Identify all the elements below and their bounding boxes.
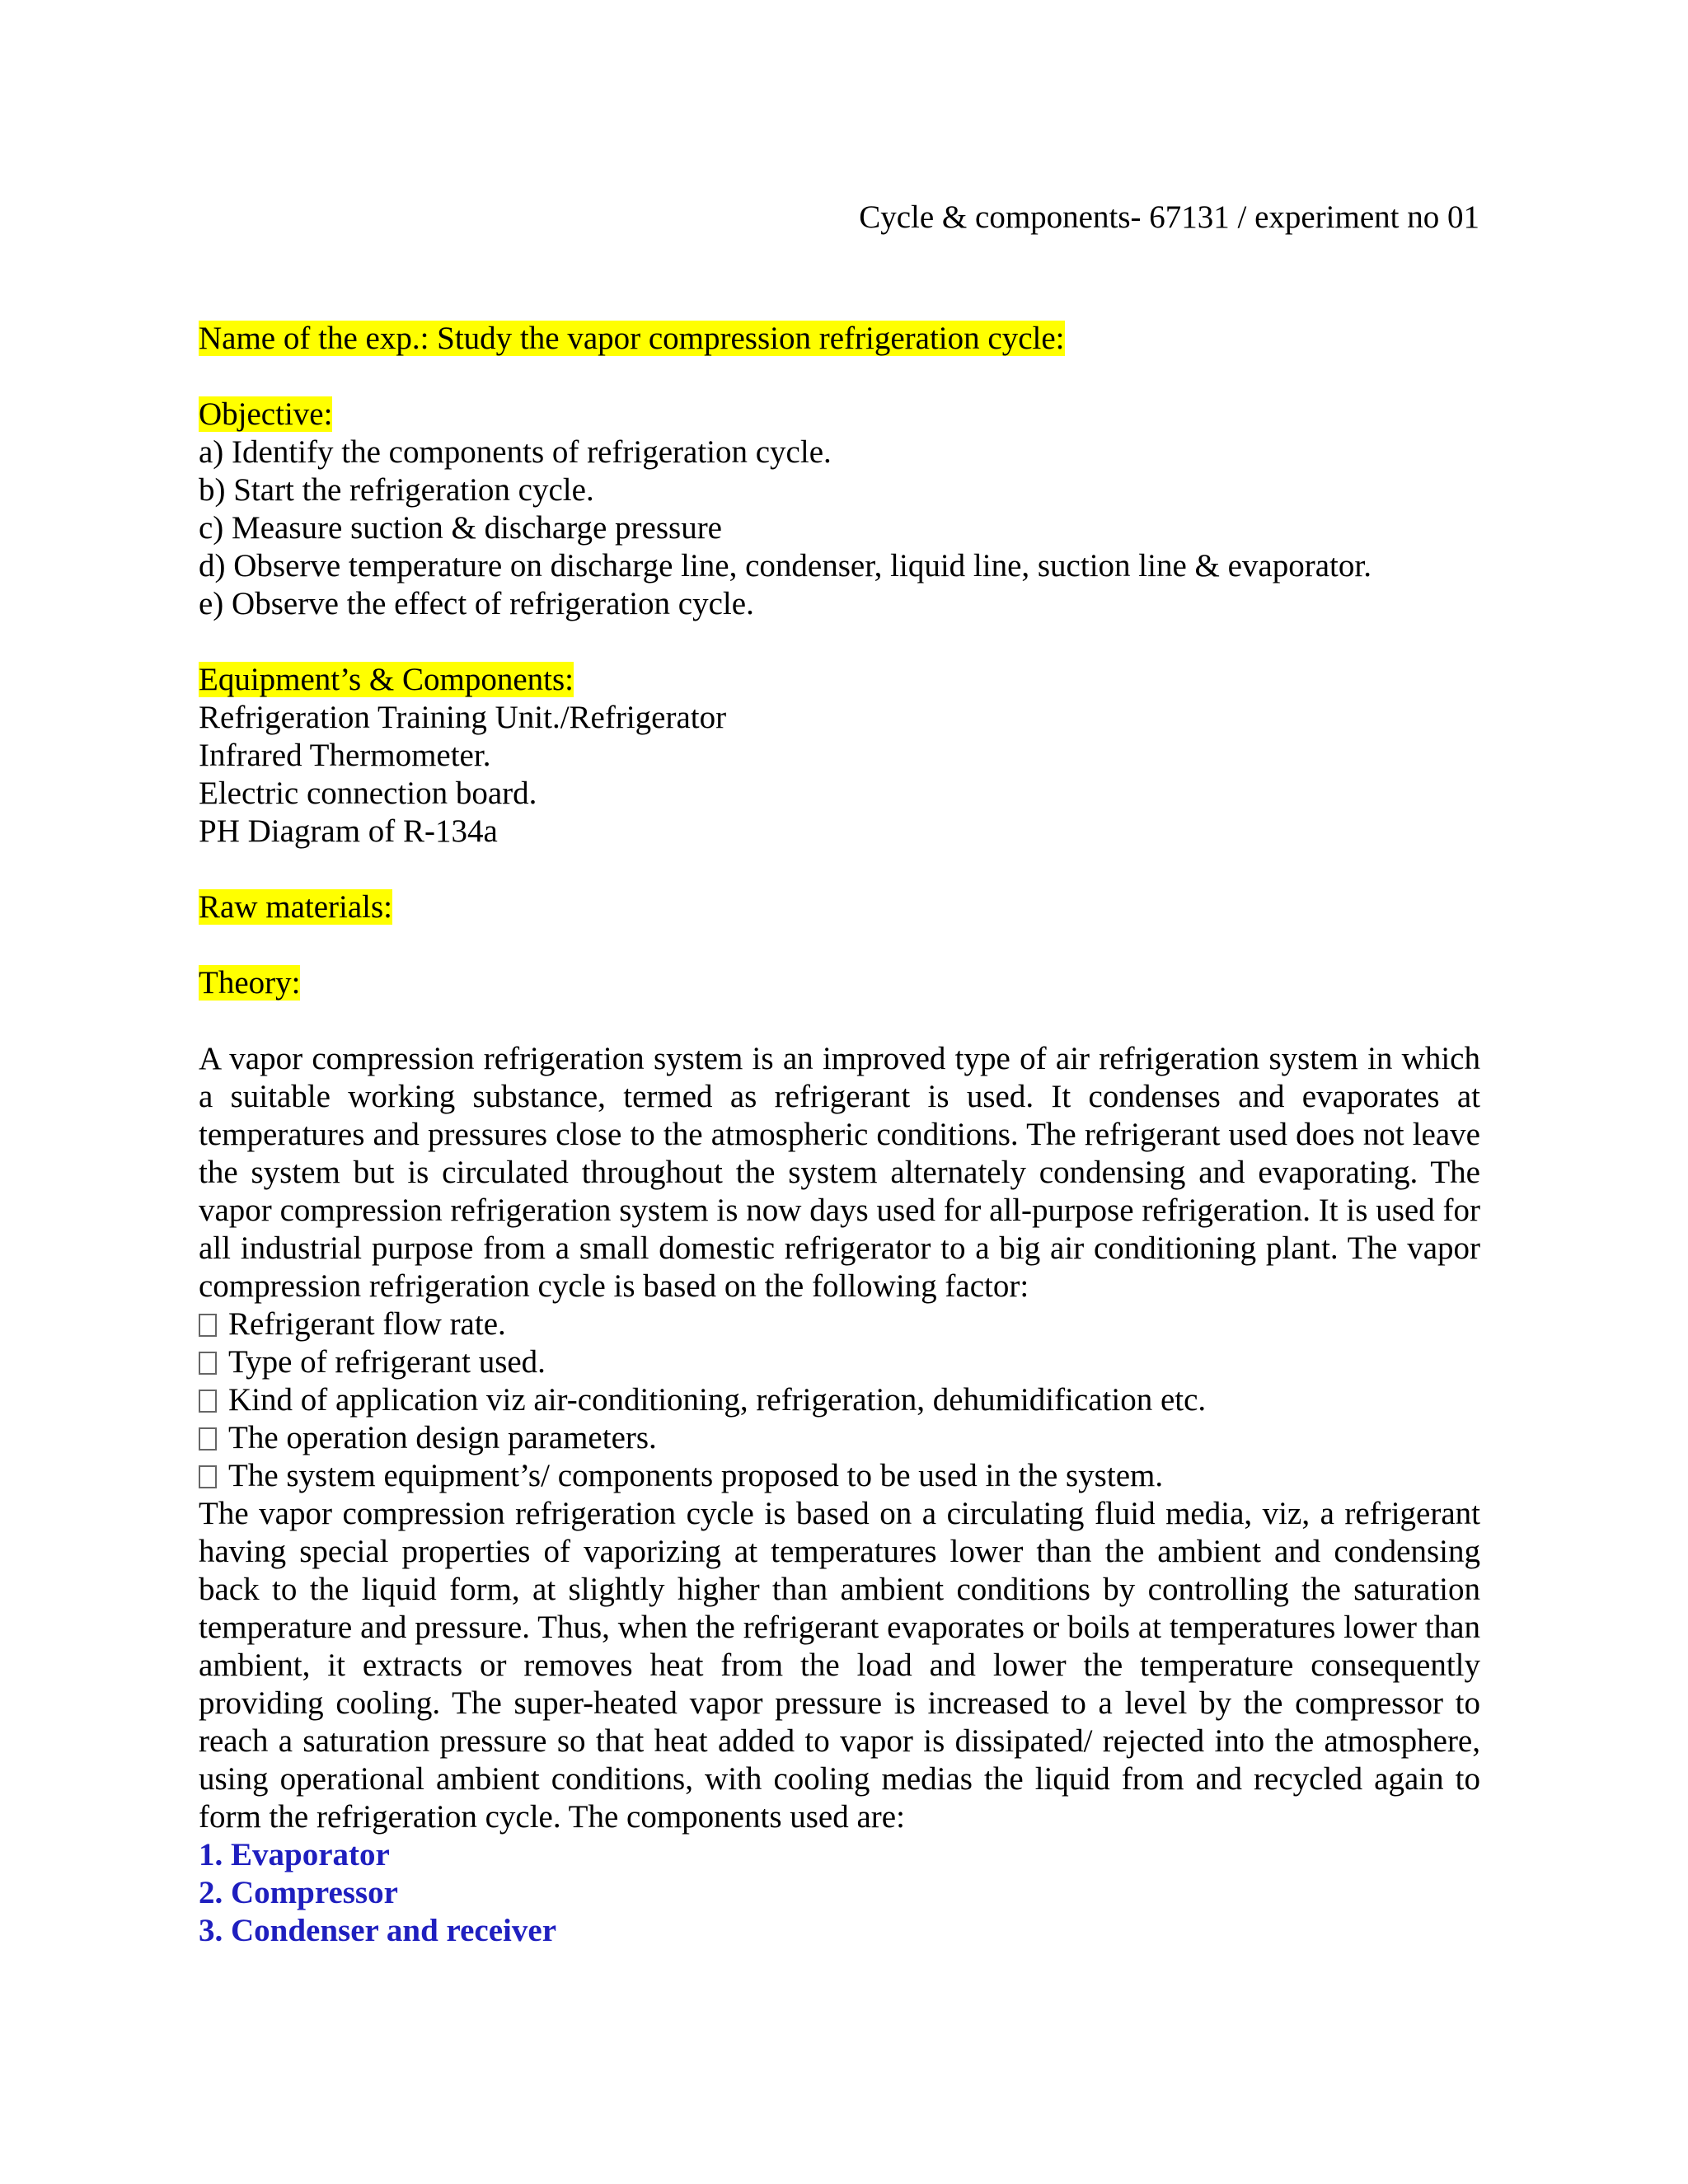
factor-text: Kind of application viz air-conditioning, refrigeration, dehumidification etc.	[228, 1382, 1207, 1418]
objective-item: c) Measure suction & discharge pressure	[199, 510, 722, 546]
equipment-item: Infrared Thermometer.	[199, 738, 491, 773]
missing-glyph-bullet-icon	[199, 1314, 217, 1337]
missing-glyph-bullet-icon	[199, 1427, 217, 1451]
raw-materials-heading-line	[199, 888, 1480, 926]
theory-paragraph-cycle: The vapor compression refrigeration cycle is based on a circulating fluid media, viz, a refrigerant having special properties of vaporizing at temperatures lower than the ambient and condensing back to the liquid form, at slightly higher than ambient conditions by controlling the saturation temperature and pressure. Thus, when the refrigerant evaporates or boils at temperatures lower than ambient, it extracts or removes heat from the load and lower the temperature consequently providing cooling. The super-heated vapor pressure is increased to a level by the compressor to reach a saturation pressure so that heat added to vapor is dissipated/ rejected into the atmosphere, using operational ambient conditions, with cooling medias the liquid from and recycled again to form the refrigeration cycle. The components used are:	[199, 1496, 1480, 1835]
equipment-item: Refrigeration Training Unit./Refrigerator	[199, 700, 727, 735]
theory-heading: Theory:	[199, 965, 301, 1001]
component-compressor: 2. Compressor	[199, 1875, 398, 1910]
equipment-item: Electric connection board.	[199, 776, 537, 811]
missing-glyph-bullet-icon	[199, 1465, 217, 1488]
factor-text: Refrigerant flow rate.	[228, 1306, 506, 1342]
equipment-item: PH Diagram of R-134a	[199, 813, 498, 849]
theory-paragraph-intro: A vapor compression refrigeration system is an improved type of air refrigeration system in which a suitable working substance, termed as refrigerant is used. It condenses and evaporates at temperatures and pressures close to the atmospheric conditions. The refrigerant used does not leave the system but is circulated throughout the system alternately condensing and evaporating. The vapor compression refrigeration system is now days used for all-purpose refrigeration. It is used for all industrial purpose from a small domestic refrigerator to a big air conditioning plant. The vapor compression refrigeration cycle is based on the following factor:	[199, 1041, 1480, 1304]
factor-text: Type of refrigerant used.	[228, 1344, 546, 1380]
objective-heading-line	[199, 396, 1480, 434]
raw-materials-heading: Raw materials:	[199, 889, 393, 925]
factor-list-item	[199, 1419, 1480, 1457]
theory-heading-line	[199, 964, 1480, 1002]
objective-item: a) Identify the components of refrigeration cycle.	[199, 434, 832, 470]
missing-glyph-bullet-icon	[199, 1390, 217, 1413]
equipment-heading: Equipment’s & Components:	[199, 662, 574, 697]
objective-item: d) Observe temperature on discharge line, condenser, liquid line, suction line & evaporator.	[199, 548, 1372, 583]
factor-list-item	[199, 1305, 1480, 1343]
factor-text: The operation design parameters.	[228, 1420, 657, 1455]
missing-glyph-bullet-icon	[199, 1352, 217, 1375]
objective-heading: Objective:	[199, 396, 333, 432]
objective-item: e) Observe the effect of refrigeration cycle.	[199, 586, 754, 621]
component-evaporator: 1. Evaporator	[199, 1837, 390, 1872]
factor-list-item	[199, 1381, 1480, 1419]
objective-item: b) Start the refrigeration cycle.	[199, 472, 594, 508]
factor-list-item	[199, 1343, 1480, 1381]
factor-list-item	[199, 1457, 1480, 1495]
page-header: Cycle & components- 67131 / experiment no 01	[859, 199, 1479, 235]
factor-text: The system equipment’s/ components proposed to be used in the system.	[228, 1458, 1164, 1493]
experiment-name-highlight: Name of the exp.: Study the vapor compression refrigeration cycle:	[199, 321, 1065, 356]
document-body	[199, 320, 1480, 1950]
equipment-heading-line	[199, 661, 1480, 699]
component-condenser-receiver: 3. Condenser and receiver	[199, 1913, 557, 1948]
experiment-name-line	[199, 320, 1480, 358]
